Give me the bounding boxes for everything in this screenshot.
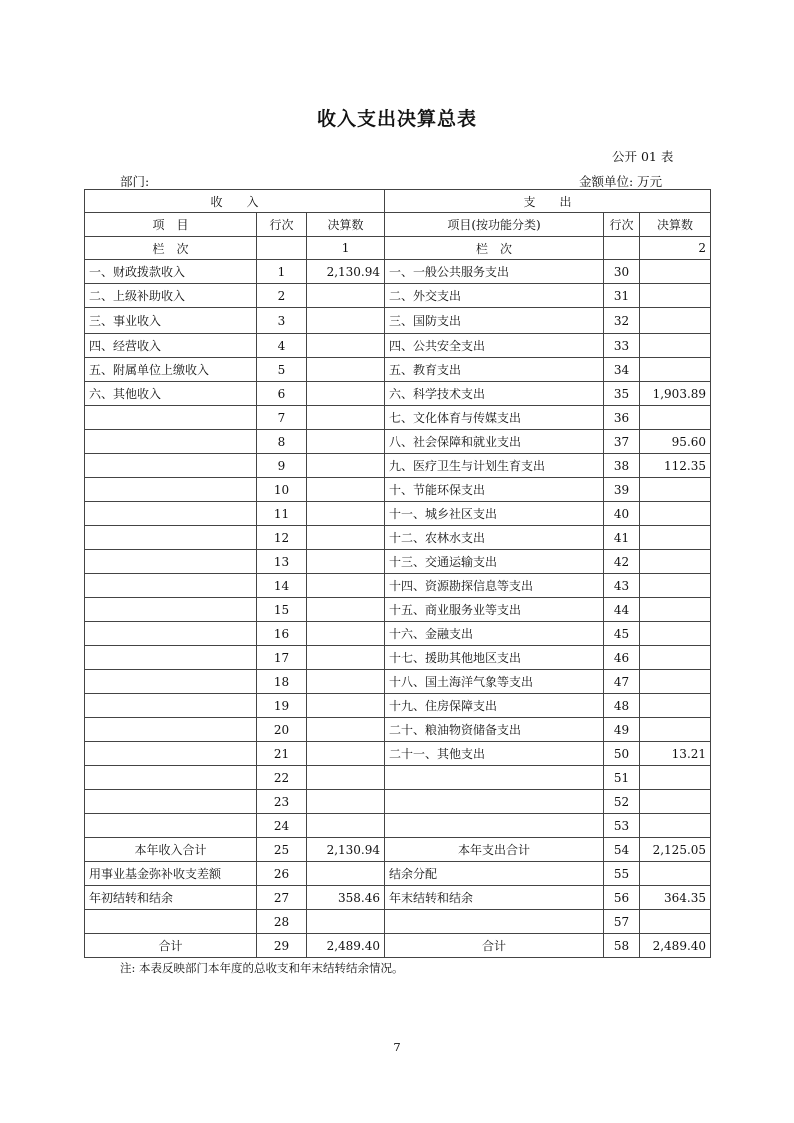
expense-amount-cell: 2,489.40 [640,934,711,958]
table-row [85,334,711,358]
expense-row-no-cell: 58 [604,934,640,958]
income-row-no-cell: 17 [257,646,307,670]
expense-item-cell: 十九、住房保障支出 [385,694,604,718]
expense-row-no-cell: 31 [604,284,640,308]
table-row [85,454,711,478]
income-amount-cell [307,406,385,430]
expense-row-no-cell: 52 [604,790,640,814]
expense-amount-cell [640,766,711,790]
income-item-cell [85,550,257,574]
table-row [85,886,711,910]
table-row [85,910,711,934]
income-item-cell: 一、财政拨款收入 [85,260,257,284]
expense-amount-cell [640,334,711,358]
expense-row-no-cell: 43 [604,574,640,598]
expense-item-cell: 十二、农林水支出 [385,526,604,550]
income-row-no-cell: 29 [257,934,307,958]
income-row-no-cell: 20 [257,718,307,742]
table-row [85,526,711,550]
income-amount-cell [307,382,385,406]
expense-amount-cell [640,814,711,838]
expense-item-cell [385,790,604,814]
table-row [85,382,711,406]
income-row-no-cell: 3 [257,308,307,334]
income-item-cell [85,454,257,478]
expense-item-cell: 三、国防支出 [385,308,604,334]
table-row [85,862,711,886]
table-row [85,406,711,430]
table-row [85,742,711,766]
table-row [85,284,711,308]
income-item-cell [85,502,257,526]
expense-item-cell: 十五、商业服务业等支出 [385,598,604,622]
table-row [85,694,711,718]
income-row-no-cell: 16 [257,622,307,646]
expense-row-no-cell: 56 [604,886,640,910]
expense-row-no-cell: 57 [604,910,640,934]
expense-row-no-cell: 36 [604,406,640,430]
income-item-cell [85,598,257,622]
table-row [85,622,711,646]
table-row [85,766,711,790]
income-amount-cell [307,910,385,934]
income-column-label: 栏 次 [85,237,257,260]
income-item-cell [85,790,257,814]
income-item-cell [85,646,257,670]
income-row-no-cell: 6 [257,382,307,406]
expense-row-no-cell: 35 [604,382,640,406]
empty-cell [604,237,640,260]
expense-amount-cell [640,694,711,718]
expense-amount-cell: 13.21 [640,742,711,766]
expense-item-cell: 九、医疗卫生与计划生育支出 [385,454,604,478]
income-row-no-cell: 7 [257,406,307,430]
income-expense-table [84,189,711,958]
expense-item-cell: 年末结转和结余 [385,886,604,910]
income-item-cell [85,622,257,646]
expense-row-no-cell: 34 [604,358,640,382]
expense-row-no-cell: 42 [604,550,640,574]
expense-item-cell: 本年支出合计 [385,838,604,862]
expense-row-no-cell: 46 [604,646,640,670]
income-row-no-cell: 2 [257,284,307,308]
expense-item-cell [385,910,604,934]
expense-amount-cell [640,308,711,334]
income-amount-header: 决算数 [307,213,385,237]
income-item-cell: 合计 [85,934,257,958]
income-item-cell: 二、上级补助收入 [85,284,257,308]
expense-amount-cell [640,260,711,284]
income-amount-cell: 2,130.94 [307,838,385,862]
table-row [85,574,711,598]
page-number: 7 [393,1040,401,1054]
table-row [85,934,711,958]
expense-amount-cell: 95.60 [640,430,711,454]
income-row-no-cell: 26 [257,862,307,886]
table-row [85,814,711,838]
income-row-no-header: 行次 [257,213,307,237]
income-amount-cell [307,766,385,790]
table-row [85,598,711,622]
income-item-cell [85,910,257,934]
expense-item-cell: 五、教育支出 [385,358,604,382]
expense-amount-cell [640,478,711,502]
income-row-no-cell: 27 [257,886,307,910]
income-item-cell [85,766,257,790]
table-row [85,838,711,862]
expense-item-header: 项目(按功能分类) [385,213,604,237]
income-amount-cell [307,598,385,622]
income-item-cell [85,430,257,454]
expense-item-cell: 七、文化体育与传媒支出 [385,406,604,430]
expense-row-no-cell: 30 [604,260,640,284]
expense-item-cell [385,766,604,790]
income-amount-cell [307,694,385,718]
income-item-cell: 年初结转和结余 [85,886,257,910]
table-row [85,308,711,334]
income-amount-cell [307,284,385,308]
expense-row-no-cell: 37 [604,430,640,454]
income-row-no-cell: 1 [257,260,307,284]
income-row-no-cell: 18 [257,670,307,694]
table-row [85,790,711,814]
income-row-no-cell: 28 [257,910,307,934]
expense-row-no-cell: 47 [604,670,640,694]
expense-row-no-cell: 38 [604,454,640,478]
income-amount-cell [307,790,385,814]
expense-item-cell: 四、公共安全支出 [385,334,604,358]
expense-row-no-header: 行次 [604,213,640,237]
income-row-no-cell: 4 [257,334,307,358]
expense-section-header: 支 出 [385,190,711,213]
expense-row-no-cell: 49 [604,718,640,742]
income-item-cell [85,670,257,694]
expense-amount-header: 决算数 [640,213,711,237]
table-note: 注: 本表反映部门本年度的总收支和年末结转结余情况。 [120,961,404,975]
expense-item-cell: 十三、交通运输支出 [385,550,604,574]
expense-item-cell: 六、科学技术支出 [385,382,604,406]
income-item-cell: 六、其他收入 [85,382,257,406]
expense-column-number: 2 [640,237,711,260]
table-row [85,430,711,454]
income-column-number: 1 [307,237,385,260]
expense-amount-cell: 2,125.05 [640,838,711,862]
income-amount-cell [307,502,385,526]
income-amount-cell [307,334,385,358]
expense-item-cell: 二、外交支出 [385,284,604,308]
table-row [85,646,711,670]
income-amount-cell [307,622,385,646]
table-row [85,358,711,382]
expense-row-no-cell: 32 [604,308,640,334]
income-row-no-cell: 9 [257,454,307,478]
empty-cell [257,237,307,260]
income-row-no-cell: 25 [257,838,307,862]
expense-item-cell: 结余分配 [385,862,604,886]
expense-item-cell: 一、一般公共服务支出 [385,260,604,284]
income-item-header: 项 目 [85,213,257,237]
expense-amount-cell [640,790,711,814]
expense-row-no-cell: 51 [604,766,640,790]
expense-amount-cell [640,718,711,742]
expense-row-no-cell: 33 [604,334,640,358]
expense-item-cell: 十七、援助其他地区支出 [385,646,604,670]
expense-row-no-cell: 40 [604,502,640,526]
income-row-no-cell: 23 [257,790,307,814]
form-number: 公开 01 表 [612,149,674,164]
table-row [85,670,711,694]
income-item-cell: 三、事业收入 [85,308,257,334]
expense-amount-cell [640,910,711,934]
expense-amount-cell: 1,903.89 [640,382,711,406]
table-row [85,718,711,742]
expense-row-no-cell: 44 [604,598,640,622]
income-item-cell [85,694,257,718]
expense-amount-cell [640,358,711,382]
income-amount-cell [307,718,385,742]
income-row-no-cell: 8 [257,430,307,454]
expense-row-no-cell: 50 [604,742,640,766]
income-item-cell [85,718,257,742]
income-item-cell: 五、附属单位上缴收入 [85,358,257,382]
expense-row-no-cell: 53 [604,814,640,838]
income-section-header: 收 入 [85,190,385,213]
income-row-no-cell: 24 [257,814,307,838]
income-amount-cell [307,646,385,670]
table-row [85,502,711,526]
expense-item-cell: 合计 [385,934,604,958]
income-amount-cell [307,814,385,838]
expense-column-label: 栏 次 [385,237,604,260]
income-item-cell: 用事业基金弥补收支差额 [85,862,257,886]
income-item-cell [85,742,257,766]
income-amount-cell: 2,489.40 [307,934,385,958]
income-amount-cell [307,862,385,886]
table-row [85,478,711,502]
income-amount-cell [307,478,385,502]
expense-row-no-cell: 39 [604,478,640,502]
table-row [85,550,711,574]
expense-amount-cell [640,598,711,622]
expense-item-cell: 十、节能环保支出 [385,478,604,502]
income-amount-cell: 358.46 [307,886,385,910]
expense-row-no-cell: 48 [604,694,640,718]
income-row-no-cell: 13 [257,550,307,574]
expense-amount-cell [640,670,711,694]
expense-row-no-cell: 55 [604,862,640,886]
expense-amount-cell: 112.35 [640,454,711,478]
income-row-no-cell: 5 [257,358,307,382]
income-item-cell [85,814,257,838]
income-amount-cell [307,358,385,382]
income-row-no-cell: 21 [257,742,307,766]
income-amount-cell [307,308,385,334]
page-title: 收入支出决算总表 [316,108,477,130]
department-label: 部门: [120,174,150,189]
expense-item-cell: 十四、资源勘探信息等支出 [385,574,604,598]
expense-item-cell: 二十、粮油物资储备支出 [385,718,604,742]
income-item-cell: 四、经营收入 [85,334,257,358]
income-row-no-cell: 19 [257,694,307,718]
expense-item-cell: 八、社会保障和就业支出 [385,430,604,454]
expense-amount-cell: 364.35 [640,886,711,910]
expense-row-no-cell: 45 [604,622,640,646]
expense-item-cell: 十八、国土海洋气象等支出 [385,670,604,694]
expense-item-cell: 十一、城乡社区支出 [385,502,604,526]
expense-item-cell [385,814,604,838]
expense-amount-cell [640,646,711,670]
income-amount-cell [307,670,385,694]
expense-amount-cell [640,502,711,526]
income-amount-cell [307,574,385,598]
expense-amount-cell [640,574,711,598]
income-row-no-cell: 10 [257,478,307,502]
income-item-cell: 本年收入合计 [85,838,257,862]
expense-amount-cell [640,526,711,550]
income-amount-cell: 2,130.94 [307,260,385,284]
income-item-cell [85,526,257,550]
expense-row-no-cell: 54 [604,838,640,862]
income-item-cell [85,478,257,502]
income-item-cell [85,406,257,430]
income-item-cell [85,574,257,598]
expense-item-cell: 十六、金融支出 [385,622,604,646]
income-amount-cell [307,742,385,766]
income-amount-cell [307,550,385,574]
table-row [85,260,711,284]
income-row-no-cell: 11 [257,502,307,526]
unit-label: 金额单位: 万元 [579,174,663,189]
income-row-no-cell: 15 [257,598,307,622]
expense-amount-cell [640,550,711,574]
income-amount-cell [307,526,385,550]
expense-row-no-cell: 41 [604,526,640,550]
expense-amount-cell [640,284,711,308]
income-amount-cell [307,430,385,454]
income-row-no-cell: 22 [257,766,307,790]
income-row-no-cell: 12 [257,526,307,550]
expense-amount-cell [640,862,711,886]
table-body [85,260,711,958]
expense-amount-cell [640,406,711,430]
income-amount-cell [307,454,385,478]
expense-item-cell: 二十一、其他支出 [385,742,604,766]
expense-amount-cell [640,622,711,646]
income-row-no-cell: 14 [257,574,307,598]
